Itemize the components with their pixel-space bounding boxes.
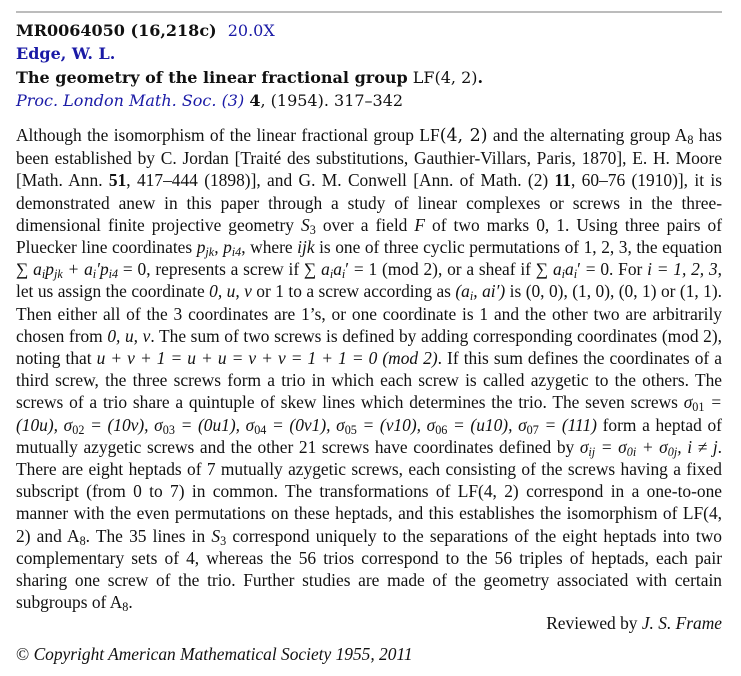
title-math: LF(4, 2) bbox=[412, 68, 478, 87]
copyright-text: Copyright American Mathematical Society 1955, 2011 bbox=[29, 644, 413, 664]
review-body bbox=[16, 124, 722, 613]
copyright-line bbox=[16, 643, 413, 665]
copyright-icon: © bbox=[16, 644, 30, 664]
volume: 4 bbox=[249, 91, 261, 110]
title-text: The geometry of the linear fractional group bbox=[16, 68, 408, 87]
mr-line bbox=[16, 20, 275, 42]
year-pages: , (1954). 317–342 bbox=[260, 91, 404, 110]
mr-number: MR0064050 (16,218c) bbox=[16, 21, 217, 40]
title-period: . bbox=[477, 68, 484, 87]
author-link[interactable]: Edge, W. L. bbox=[16, 44, 116, 63]
journal-link[interactable]: Proc. London Math. Soc. (3) bbox=[16, 91, 245, 110]
reviewer-line bbox=[546, 612, 722, 634]
citation bbox=[16, 90, 403, 112]
reviewer-label: Reviewed by bbox=[546, 613, 642, 633]
top-rule bbox=[16, 11, 722, 13]
msc-class-link[interactable]: 20.0X bbox=[227, 21, 275, 40]
review-text: Although the isomorphism of the linear fractional group LF(4, 2) and the alternating group $A_8$ has been established by C. Jordan [Traité des substitutions, Gauthier-Villars, Paris, 1870], E. H. Moore [Math. Ann. 51, 417–444 (1898)], and G. M. Conwell [Ann. of Math. (2) 11, 60–76 (1910)], it is demonstrated anew in this paper through a study of linear complexes or screws in the three-dimensional finite projective geometry $S_3$ over a field F of two marks 0, 1. Using three pairs of Pluecker line coordinates $p_{jk}$, $p_{i4}$, where ijk is one of three cyclic permutations of 1, 2, 3, the equation ∑ $a_ip_{jk} + a_i'p_{i4} = 0$, represents a screw if ∑ $a_ia_i' = 1$ (mod 2), or a sheaf if ∑ $a_ia_i' = 0$. For i = 1, 2, 3, let us assign the coordinate 0, u, v or 1 to a screw according as ($a_i$, ai′) is (0, 0), (1, 0), (0, 1) or (1, 1). Then either all of the 3 coordinates are 1’s, or one coordinate is 1 and the other two are arbitrarily chosen from 0, u, v. The sum of two screws is defined by adding corresponding coordinates (mod 2), noting that u + v + 1 = u + u = v + v = 1 + 1 = 0 (mod 2). If this sum defines the coordinates of a third screw, the three screws form a trio in which each screw is called azygetic to the others. The screws of a trio share a quintuple of skew lines which determines the trio. The seven screws $\sigma_{01} = (10u)$, $\sigma_{02} = (10v)$, $\sigma_{03} = (0u1)$, $\sigma_{04} = (0v1)$, $\sigma_{05} = (v10)$, $\sigma_{06} = (u10)$, $\sigma_{07} = (111)$ form a heptad of mutually azygetic screws and the other 21 screws have coordinates defined by $\sigma_{ij} = \sigma_{0i} + \sigma_{0j}$, i ≠ j. There are eight heptads of 7 mutually azygetic screws, each consisting of the screws having a fixed subscript (from 0 to 7) in common. The transformations of LF(4, 2) correspond in a one-to-one manner with the even permutations on these heptads, and this establishes the isomorphism of LF(4, 2) and $A_8$. The 35 lines in $S_3$ correspond uniquely to the separations of the eight heptads into two complementary sets of 4, whereas the 56 trios correspond to the 56 triples of heptads, each pair sharing one screw of the trio. Further studies are made of the geometry associated with certain subgroups of $A_8$. bbox=[16, 125, 723, 615]
paper-title bbox=[16, 67, 483, 89]
reviewer-name: J. S. Frame bbox=[641, 613, 722, 633]
